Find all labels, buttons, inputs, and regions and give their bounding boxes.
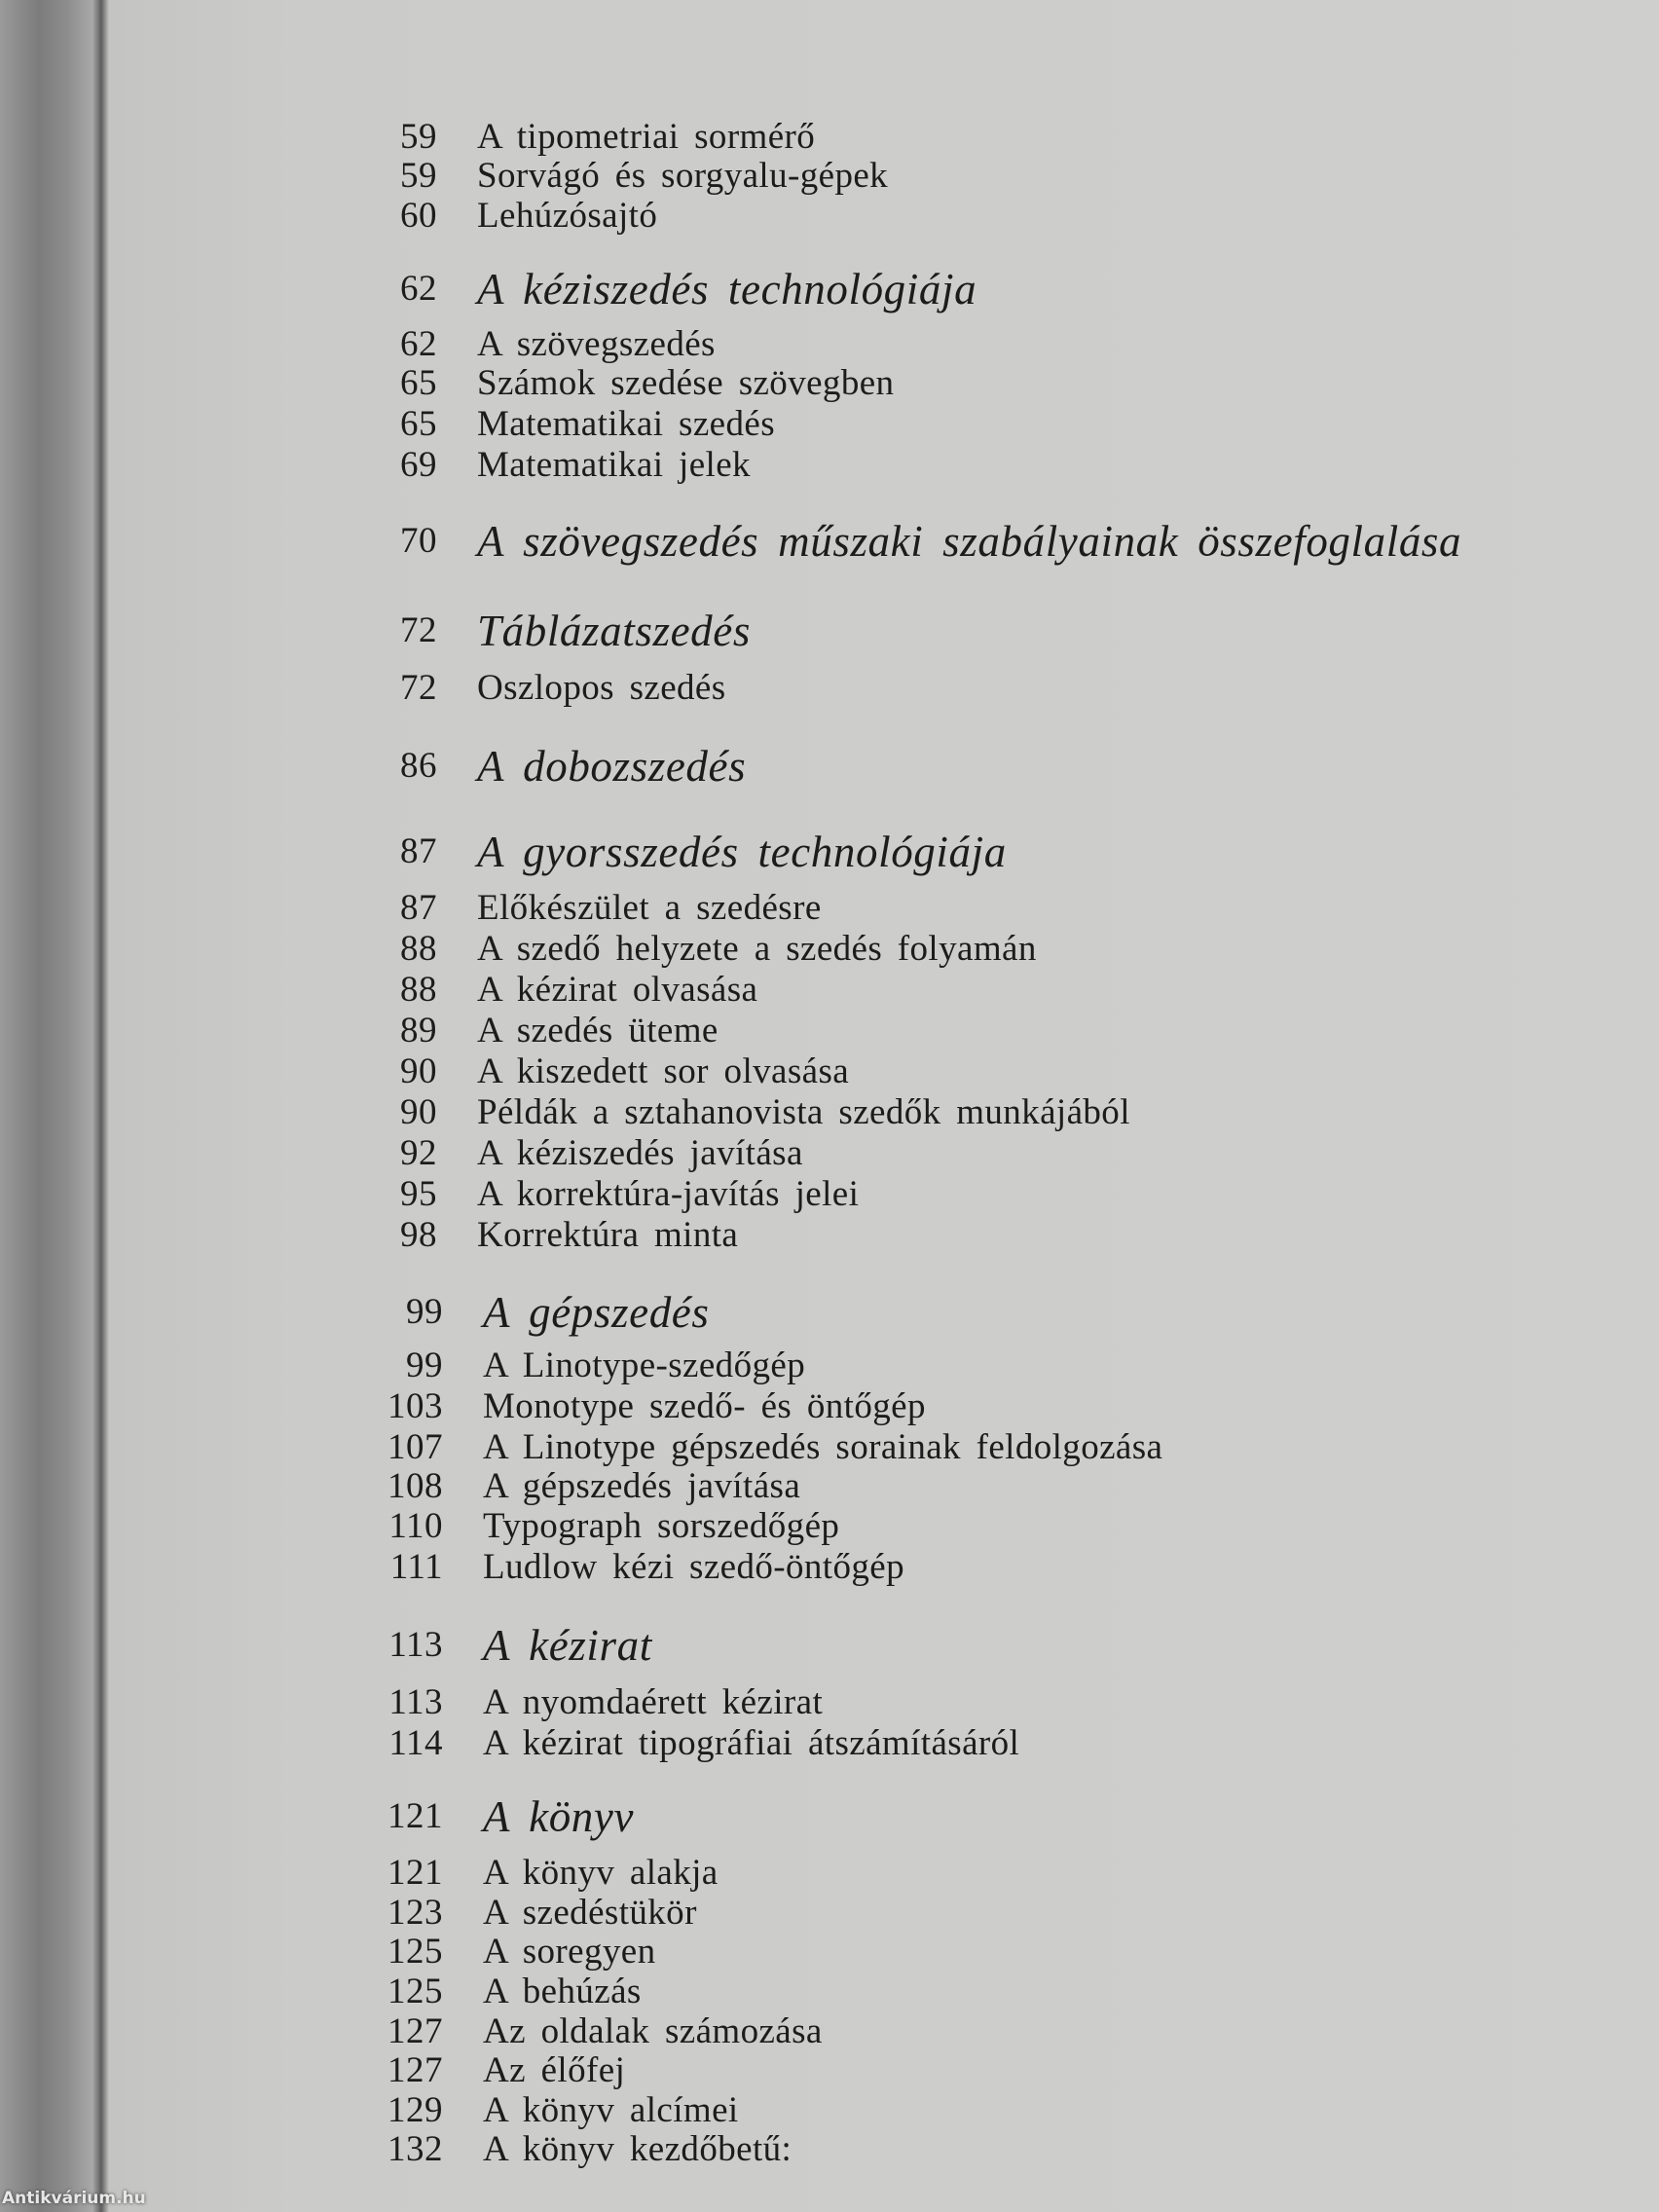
toc-section-heading bbox=[0, 1288, 1659, 1337]
entry-title: Korrektúra minta bbox=[477, 1215, 739, 1256]
page-number: 127 bbox=[387, 2050, 443, 2091]
entry-title: A könyv alcímei bbox=[483, 2089, 739, 2130]
entry-title: Oszlopos szedés bbox=[477, 668, 726, 709]
toc-entry bbox=[0, 2125, 1659, 2174]
page-number: 88 bbox=[400, 970, 437, 1011]
page-number: 92 bbox=[400, 1133, 437, 1174]
page-number: 99 bbox=[406, 1291, 443, 1332]
page-number: 72 bbox=[400, 668, 437, 709]
page-number: 88 bbox=[400, 929, 437, 970]
page-number: 59 bbox=[400, 116, 437, 157]
page-number: 98 bbox=[400, 1215, 437, 1256]
page-number: 69 bbox=[400, 445, 437, 486]
entry-title: Az oldalak számozása bbox=[483, 2010, 823, 2051]
entry-title: A szedéstükör bbox=[483, 1892, 697, 1933]
entry-title: A könyv kezdőbetű: bbox=[483, 2129, 793, 2170]
page-number: 89 bbox=[400, 1011, 437, 1051]
entry-title: A szövegszedés műszaki szabályainak összefoglalása bbox=[477, 517, 1462, 567]
entry-title: A gépszedés javítása bbox=[483, 1466, 801, 1507]
page-number: 90 bbox=[400, 1051, 437, 1092]
page-number: 108 bbox=[387, 1466, 443, 1507]
entry-title: A soregyen bbox=[483, 1932, 656, 1972]
toc-section-heading bbox=[0, 742, 1659, 791]
page-number: 72 bbox=[400, 609, 437, 650]
page-number: 86 bbox=[400, 745, 437, 786]
page-number: 110 bbox=[388, 1505, 443, 1546]
entry-title: A kézirat tipográfiai átszámításáról bbox=[483, 1722, 1020, 1763]
entry-title: A kéziszedés javítása bbox=[477, 1133, 803, 1174]
page-number: 70 bbox=[400, 521, 437, 562]
toc-section-heading bbox=[0, 517, 1659, 566]
entry-title: A gépszedés bbox=[483, 1287, 710, 1337]
page-number: 125 bbox=[387, 1971, 443, 2011]
entry-title: A behúzás bbox=[483, 1971, 642, 2011]
page-number: 127 bbox=[387, 2010, 443, 2051]
page-number: 123 bbox=[387, 1892, 443, 1933]
entry-title: A korrektúra-javítás jelei bbox=[477, 1174, 860, 1215]
toc-entry bbox=[0, 1543, 1659, 1592]
page-number: 99 bbox=[406, 1345, 443, 1385]
entry-title: A nyomdaérett kézirat bbox=[483, 1681, 824, 1722]
entry-title: Számok szedése szövegben bbox=[477, 363, 895, 404]
entry-title: A szövegszedés bbox=[477, 323, 716, 364]
page-number: 87 bbox=[400, 831, 437, 872]
page-number: 113 bbox=[388, 1681, 443, 1722]
entry-title: Ludlow kézi szedő-öntőgép bbox=[483, 1546, 904, 1587]
entry-title: Előkészület a szedésre bbox=[477, 888, 822, 929]
entry-title: A kézirat bbox=[483, 1620, 652, 1670]
entry-title: A Linotype-szedőgép bbox=[483, 1345, 806, 1385]
entry-title: Lehúzósajtó bbox=[477, 195, 658, 236]
entry-title: A szedés üteme bbox=[477, 1011, 719, 1051]
entry-title: Matematikai jelek bbox=[477, 445, 751, 486]
entry-title: A gyorsszedés technológiája bbox=[477, 828, 1007, 877]
page-number: 132 bbox=[387, 2129, 443, 2170]
page-number: 95 bbox=[400, 1174, 437, 1215]
entry-title: A Linotype gépszedés sorainak feldolgozása bbox=[483, 1426, 1163, 1467]
watermark: Antikvárium.hu bbox=[2, 2189, 146, 2208]
page-number: 62 bbox=[400, 323, 437, 364]
entry-title: A dobozszedés bbox=[477, 741, 747, 791]
page-number: 65 bbox=[400, 363, 437, 404]
entry-title: A könyv bbox=[483, 1792, 635, 1842]
entry-title: Példák a sztahanovista szedők munkájából bbox=[477, 1092, 1130, 1133]
page-number: 103 bbox=[387, 1385, 443, 1426]
page-number: 129 bbox=[387, 2089, 443, 2130]
entry-title: A kéziszedés technológiája bbox=[477, 265, 977, 314]
page-number: 107 bbox=[387, 1426, 443, 1467]
toc-entry bbox=[0, 1211, 1659, 1260]
toc-entry bbox=[0, 192, 1659, 240]
entry-title: A kiszedett sor olvasása bbox=[477, 1051, 850, 1092]
page-number: 113 bbox=[388, 1624, 443, 1665]
page-number: 90 bbox=[400, 1092, 437, 1133]
page-number: 60 bbox=[400, 195, 437, 236]
toc-section-heading bbox=[0, 1621, 1659, 1670]
entry-title: A kézirat olvasása bbox=[477, 970, 758, 1011]
page-number: 59 bbox=[400, 156, 437, 197]
toc-section-heading bbox=[0, 607, 1659, 655]
entry-title: A szedő helyzete a szedés folyamán bbox=[477, 929, 1037, 970]
page-number: 65 bbox=[400, 404, 437, 445]
toc-entry bbox=[0, 441, 1659, 490]
page-number: 125 bbox=[387, 1932, 443, 1972]
entry-title: A könyv alakja bbox=[483, 1853, 719, 1894]
entry-title: Táblázatszedés bbox=[477, 606, 751, 655]
page-number: 114 bbox=[388, 1722, 443, 1763]
entry-title: Az élőfej bbox=[483, 2050, 626, 2091]
entry-title: Sorvágó és sorgyalu-gépek bbox=[477, 156, 889, 197]
page-number: 87 bbox=[400, 888, 437, 929]
page-number: 121 bbox=[387, 1796, 443, 1837]
entry-title: Typograph sorszedőgép bbox=[483, 1505, 840, 1546]
toc-section-heading bbox=[0, 265, 1659, 313]
toc-section-heading bbox=[0, 1792, 1659, 1841]
page-number: 121 bbox=[387, 1853, 443, 1894]
page-number: 62 bbox=[400, 269, 437, 310]
toc-section-heading bbox=[0, 828, 1659, 876]
entry-title: Monotype szedő- és öntőgép bbox=[483, 1385, 926, 1426]
toc-entry bbox=[0, 1719, 1659, 1768]
toc-entry bbox=[0, 664, 1659, 713]
entry-title: Matematikai szedés bbox=[477, 404, 776, 445]
page-number: 111 bbox=[389, 1546, 443, 1587]
entry-title: A tipometriai sormérő bbox=[477, 116, 816, 157]
